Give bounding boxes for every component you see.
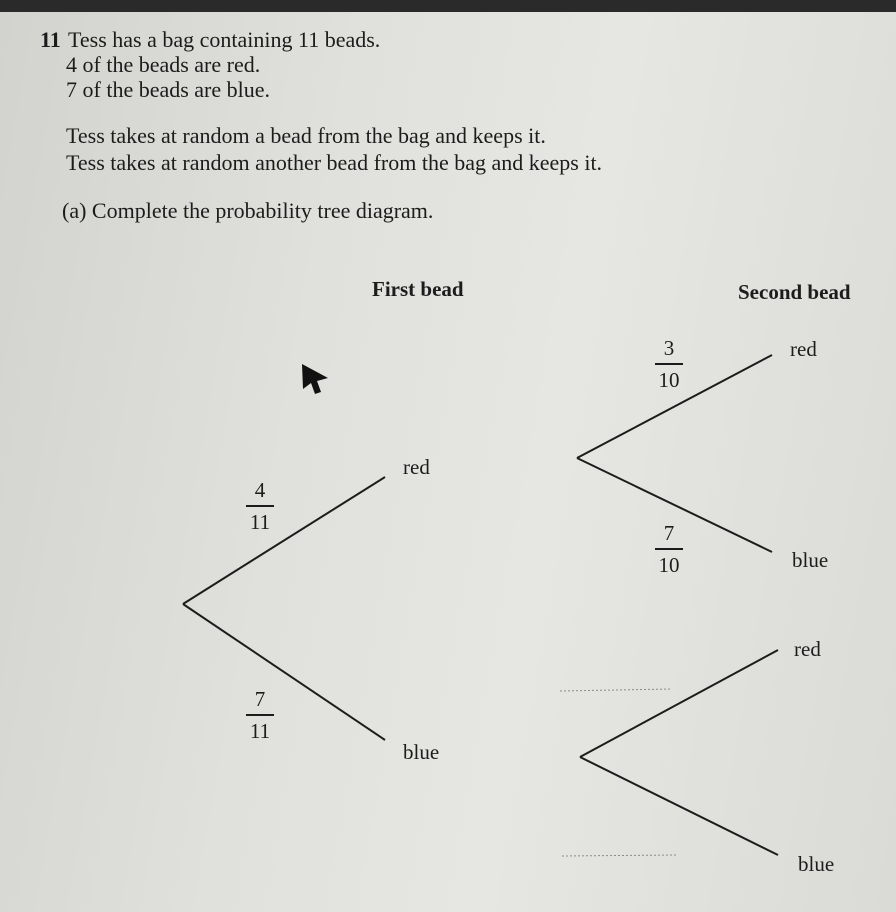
prob-first-red	[246, 478, 274, 534]
label-blue-blue: blue	[798, 852, 835, 876]
fraction-bar	[246, 714, 274, 716]
question-line-4: Tess takes at random a bead from the bag and keeps it.	[66, 123, 546, 148]
first-bead-heading: First bead	[372, 277, 464, 301]
prob-first-red-numerator: 4	[254, 478, 266, 502]
question-number: 11	[40, 27, 61, 52]
label-red-blue: blue	[792, 548, 829, 572]
prob-first-blue-numerator: 7	[254, 687, 266, 711]
prob-first-blue	[246, 687, 274, 743]
branch-blue-blue	[580, 757, 778, 855]
prob-rb-denominator: 10	[658, 553, 680, 577]
answer-line-blue-red[interactable]	[560, 689, 672, 691]
fraction-bar	[246, 505, 274, 507]
second-bead-heading: Second bead	[738, 280, 851, 304]
question-line-2: 4 of the beads are red.	[66, 52, 261, 77]
answer-line-blue-blue[interactable]	[562, 855, 676, 856]
branch-first-red	[183, 477, 385, 604]
prob-rr-numerator: 3	[663, 336, 675, 360]
branch-blue-red	[580, 650, 778, 757]
prob-first-blue-denominator: 11	[249, 719, 271, 743]
question-line-3: 7 of the beads are blue.	[66, 77, 271, 102]
mouse-cursor-icon	[302, 364, 328, 394]
prob-rb-numerator: 7	[663, 521, 675, 545]
label-first-red: red	[403, 455, 430, 479]
prob-first-red-denominator: 11	[249, 510, 271, 534]
prob-second-red-after-red	[655, 336, 683, 392]
fraction-bar	[655, 548, 683, 550]
prob-rr-denominator: 10	[658, 368, 680, 392]
label-blue-red: red	[794, 637, 821, 661]
question-line-1: Tess has a bag containing 11 beads.	[68, 27, 381, 52]
prob-second-blue-after-red	[655, 521, 683, 577]
branch-first-blue	[183, 604, 385, 740]
label-first-blue: blue	[403, 740, 440, 764]
part-a-instruction: (a) Complete the probability tree diagram.	[62, 198, 434, 223]
fraction-bar	[655, 363, 683, 365]
question-line-5: Tess takes at random another bead from the bag and keeps it.	[66, 150, 603, 175]
label-red-red: red	[790, 337, 817, 361]
